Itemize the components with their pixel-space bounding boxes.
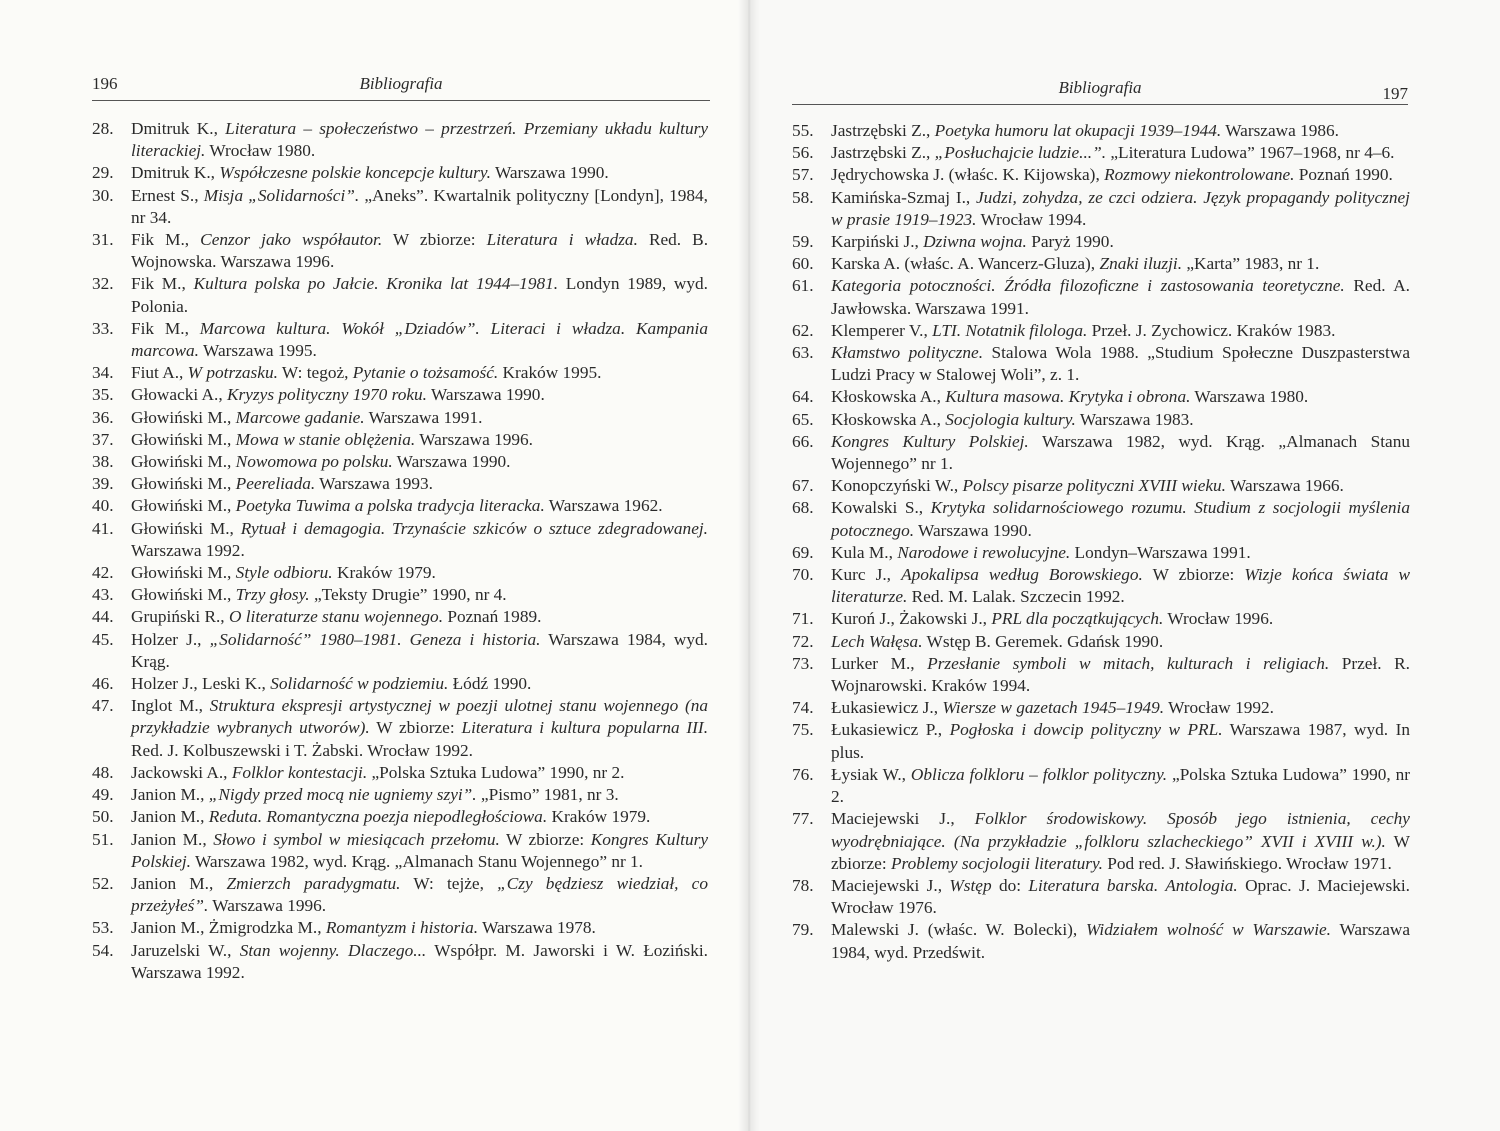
bibliography-entry xyxy=(92,407,708,429)
bibliography-entry xyxy=(792,320,1410,342)
entry-text: Konopczyński W., Polscy pisarze polityczni XVIII wieku. Warszawa 1966. xyxy=(831,476,1344,496)
bibliography-entry xyxy=(792,919,1410,963)
entry-text: Głowiński M., Peereliada. Warszawa 1993. xyxy=(131,474,433,494)
entry-number: 78. xyxy=(792,875,814,895)
entry-number: 64. xyxy=(792,387,814,407)
bibliography-entry xyxy=(92,584,708,606)
bibliography-entry xyxy=(792,608,1410,630)
entry-text: Kłamstwo polityczne. Stalowa Wola 1988. „Studium Społeczne Duszpasterstwa Ludzi Pracy w Stalowej Woli”, z. 1. xyxy=(831,343,1410,385)
entry-number: 39. xyxy=(92,474,114,494)
entry-text: Janion M., Słowo i symbol w miesiącach przełomu. W zbiorze: Kongres Kultury Polskiej. Warszawa 1982, wyd. Krąg. „Almanach Stanu Wojennego” nr 1. xyxy=(131,829,709,871)
bibliography-entry xyxy=(92,495,708,517)
entry-text: Kategoria potoczności. Źródła filozoficzne i zastosowania teoretyczne. Red. A. Jawłowska. Warszawa 1991. xyxy=(831,276,1410,318)
entry-number: 34. xyxy=(92,363,114,383)
bibliography-entry xyxy=(792,475,1410,497)
bibliography-entry xyxy=(92,384,708,406)
entry-text: Fiut A., W potrzasku. W: tegoż, Pytanie o tożsamość. Kraków 1995. xyxy=(131,363,602,383)
bibliography-entry xyxy=(92,518,708,562)
entry-text: Fik M., Marcowa kultura. Wokół „Dziadów”. Literaci i władza. Kampania marcowa. Warszawa 1995. xyxy=(131,318,709,361)
entry-text: Holzer J., „Solidarność” 1980–1981. Geneza i historia. Warszawa 1984, wyd. Krąg. xyxy=(131,629,708,671)
entry-number: 40. xyxy=(92,496,114,516)
bibliography-entry xyxy=(92,606,708,628)
bibliography-entry xyxy=(92,784,708,806)
entry-number: 57. xyxy=(792,165,814,185)
bibliography-entry xyxy=(92,562,708,584)
bibliography-entry xyxy=(792,542,1410,564)
entry-text: Łukasiewicz J., Wiersze w gazetach 1945–1949. Wrocław 1992. xyxy=(831,698,1274,718)
entry-number: 36. xyxy=(92,407,114,427)
bibliography-entry xyxy=(92,162,708,184)
bibliography-entry xyxy=(792,342,1410,386)
entry-text: Głowiński M., Style odbioru. Kraków 1979. xyxy=(131,563,436,583)
entry-text: Głowiński M., Marcowe gadanie. Warszawa 1991. xyxy=(131,407,483,427)
right-page xyxy=(748,0,1500,1131)
entry-number: 32. xyxy=(92,274,114,294)
bibliography-entry xyxy=(92,673,708,695)
page-number: 196 xyxy=(92,74,118,93)
entry-text: Jackowski A., Folklor kontestacji. „Polska Sztuka Ludowa” 1990, nr 2. xyxy=(131,762,625,782)
entry-text: Fik M., Cenzor jako współautor. W zbiorze: Literatura i władza. Red. B. Wojnowska. Warszawa 1996. xyxy=(131,230,709,272)
entry-text: Głowiński M., Rytuał i demagogia. Trzynaście szkiców o sztuce zdegradowanej. Warszawa 1992. xyxy=(131,518,708,560)
bibliography-entry xyxy=(92,473,708,495)
bibliography-entry xyxy=(792,231,1410,253)
entry-number: 60. xyxy=(792,254,814,274)
entry-number: 30. xyxy=(92,185,114,205)
entry-text: Janion M., Zmierzch paradygmatu. W: tejże, „Czy będziesz wiedział, co przeżyłeś”. Warszawa 1996. xyxy=(131,873,708,916)
entry-text: Jastrzębski Z., Poetyka humoru lat okupacji 1939–1944. Warszawa 1986. xyxy=(831,121,1339,140)
bibliography-entry xyxy=(92,806,708,828)
bibliography-list xyxy=(92,118,708,984)
entry-number: 72. xyxy=(792,631,814,651)
entry-number: 48. xyxy=(92,762,114,782)
entry-number: 50. xyxy=(92,807,114,827)
bibliography-entry xyxy=(92,695,708,762)
entry-text: Kamińska-Szmaj I., Judzi, zohydza, ze czci odziera. Język propagandy politycznej w prasie 1919–1923. Wrocław 1994. xyxy=(831,187,1410,229)
entry-number: 58. xyxy=(792,187,814,207)
entry-text: Kowalski S., Krytyka solidarnościowego rozumu. Studium z socjologii myślenia potocznego. Warszawa 1990. xyxy=(831,498,1410,540)
running-title: Bibliografia xyxy=(359,74,443,93)
running-title: Bibliografia xyxy=(1058,78,1142,97)
entry-text: Lech Wałęsa. Wstęp B. Geremek. Gdańsk 1990. xyxy=(831,631,1164,651)
entry-number: 42. xyxy=(92,563,114,583)
entry-number: 65. xyxy=(792,409,814,429)
bibliography-entry xyxy=(92,829,708,873)
entry-number: 44. xyxy=(92,607,114,627)
entry-text: Łukasiewicz P., Pogłoska i dowcip polityczny w PRL. Warszawa 1987, wyd. In plus. xyxy=(831,720,1410,762)
bibliography-entry xyxy=(92,318,708,362)
bibliography-entry xyxy=(92,940,708,984)
bibliography-entry xyxy=(792,875,1410,919)
bibliography-entry xyxy=(92,629,708,673)
right-page-header xyxy=(792,74,1408,105)
entry-number: 41. xyxy=(92,518,114,538)
entry-number: 73. xyxy=(792,653,814,673)
bibliography-entry xyxy=(792,386,1410,408)
entry-text: Janion M., Żmigrodzka M., Romantyzm i historia. Warszawa 1978. xyxy=(131,918,596,938)
page-number: 197 xyxy=(1382,84,1408,103)
entry-number: 74. xyxy=(792,698,814,718)
bibliography-entry xyxy=(92,118,708,162)
entry-text: Karpiński J., Dziwna wojna. Paryż 1990. xyxy=(831,232,1114,252)
bibliography-entry xyxy=(92,917,708,939)
bibliography-entry xyxy=(792,187,1410,231)
entry-text: Kurc J., Apokalipsa według Borowskiego. W zbiorze: Wizje końca świata w literaturze. Red. M. Lalak. Szczecin 1992. xyxy=(831,565,1411,607)
entry-number: 38. xyxy=(92,452,114,472)
entry-number: 52. xyxy=(92,873,114,893)
entry-number: 55. xyxy=(792,121,814,140)
book-gutter-shadow xyxy=(738,0,760,1131)
bibliography-entry xyxy=(92,429,708,451)
entry-text: Maciejewski J., Folklor środowiskowy. Sposób jego istnienia, cechy wyodrębniające. (Na przykładzie „folkloru szlacheckiego” XVII i XVIII w.). W zbiorze: Problemy socjologii literatury. Pod red. J. Sławińskiego. Wrocław 1971. xyxy=(831,809,1410,873)
entry-text: Kłoskowska A., Kultura masowa. Krytyka i obrona. Warszawa 1980. xyxy=(831,387,1309,407)
bibliography-entry xyxy=(792,164,1410,186)
left-page-header xyxy=(92,70,710,101)
bibliography-entry xyxy=(92,273,708,317)
entry-number: 31. xyxy=(92,230,114,250)
entry-number: 66. xyxy=(792,431,814,451)
entry-text: Kłoskowska A., Socjologia kultury. Warszawa 1983. xyxy=(831,409,1194,429)
bibliography-entry xyxy=(92,451,708,473)
entry-text: Łysiak W., Oblicza folkloru – folklor polityczny. „Polska Sztuka Ludowa” 1990, nr 2. xyxy=(831,764,1410,807)
entry-number: 37. xyxy=(92,429,114,449)
entry-number: 56. xyxy=(792,143,814,163)
entry-number: 46. xyxy=(92,674,114,694)
entry-number: 71. xyxy=(792,609,814,629)
entry-text: Kula M., Narodowe i rewolucyjne. Londyn–Warszawa 1991. xyxy=(831,542,1251,562)
entry-number: 51. xyxy=(92,829,114,849)
entry-text: Jędrychowska J. (właśc. K. Kijowska), Rozmowy niekontrolowane. Poznań 1990. xyxy=(831,165,1393,185)
bibliography-entry xyxy=(792,253,1410,275)
entry-number: 35. xyxy=(92,385,114,405)
entry-text: Janion M., „Nigdy przed mocą nie ugniemy szyi”. „Pismo” 1981, nr 3. xyxy=(131,785,619,805)
bibliography-entry xyxy=(92,362,708,384)
entry-number: 43. xyxy=(92,585,114,605)
entry-text: Lurker M., Przesłanie symboli w mitach, kulturach i religiach. Przeł. R. Wojnarowski. Kraków 1994. xyxy=(831,653,1410,696)
entry-number: 67. xyxy=(792,476,814,496)
entry-number: 33. xyxy=(92,318,114,338)
entry-number: 70. xyxy=(792,565,814,585)
entry-text: Dmitruk K., Współczesne polskie koncepcje kultury. Warszawa 1990. xyxy=(131,163,609,183)
entry-text: Janion M., Reduta. Romantyczna poezja niepodległościowa. Kraków 1979. xyxy=(131,807,651,827)
bibliography-list xyxy=(792,120,1410,964)
bibliography-entry xyxy=(792,142,1410,164)
bibliography-entry xyxy=(792,497,1410,541)
entry-number: 68. xyxy=(792,498,814,518)
bibliography-entry xyxy=(92,229,708,273)
entry-text: Jastrzębski Z., „Posłuchajcie ludzie...”. „Literatura Ludowa” 1967–1968, nr 4–6. xyxy=(831,143,1395,163)
entry-number: 79. xyxy=(792,920,814,940)
entry-text: Holzer J., Leski K., Solidarność w podziemiu. Łódź 1990. xyxy=(131,674,532,694)
entry-text: Klemperer V., LTI. Notatnik filologa. Przeł. J. Zychowicz. Kraków 1983. xyxy=(831,320,1336,340)
entry-number: 49. xyxy=(92,785,114,805)
entry-text: Kongres Kultury Polskiej. Warszawa 1982, wyd. Krąg. „Almanach Stanu Wojennego” nr 1. xyxy=(831,431,1410,474)
left-page xyxy=(0,0,748,1131)
entry-number: 45. xyxy=(92,629,114,649)
entry-text: Głowiński M., Poetyka Tuwima a polska tradycja literacka. Warszawa 1962. xyxy=(131,496,663,516)
bibliography-entry xyxy=(792,275,1410,319)
bibliography-entry xyxy=(792,697,1410,719)
entry-text: Inglot M., Struktura ekspresji artystycznej w poezji ulotnej stanu wojennego (na przykładzie wybranych utworów). W zbiorze: Literatura i kultura popularna III. Red. J. Kolbuszewski i T. Żabski. Wrocław 1992. xyxy=(131,696,709,760)
bibliography-entry xyxy=(792,564,1410,608)
bibliography-entry xyxy=(792,631,1410,653)
bibliography-entry xyxy=(792,409,1410,431)
bibliography-entry xyxy=(792,120,1410,142)
bibliography-entry xyxy=(792,431,1410,475)
entry-text: Ernest S., Misja „Solidarności”. „Aneks”. Kwartalnik polityczny [Londyn], 1984, nr 34. xyxy=(131,185,708,227)
bibliography-entry xyxy=(92,185,708,229)
entry-text: Malewski J. (właśc. W. Bolecki), Widziałem wolność w Warszawie. Warszawa 1984, wyd. Przedświt. xyxy=(831,920,1411,962)
entry-text: Maciejewski J., Wstęp do: Literatura barska. Antologia. Oprac. J. Maciejewski. Wrocław 1976. xyxy=(831,875,1410,918)
entry-text: Fik M., Kultura polska po Jałcie. Kronika lat 1944–1981. Londyn 1989, wyd. Polonia. xyxy=(131,274,708,316)
entry-number: 77. xyxy=(792,809,814,829)
bibliography-entry xyxy=(792,808,1410,875)
entry-number: 76. xyxy=(792,764,814,784)
bibliography-entry xyxy=(92,762,708,784)
entry-number: 29. xyxy=(92,163,114,183)
entry-number: 47. xyxy=(92,696,114,716)
entry-number: 28. xyxy=(92,119,114,138)
entry-number: 53. xyxy=(92,918,114,938)
bibliography-entry xyxy=(792,653,1410,697)
entry-number: 54. xyxy=(92,940,114,960)
entry-number: 59. xyxy=(792,232,814,252)
entry-number: 69. xyxy=(792,542,814,562)
entry-text: Głowacki A., Kryzys polityczny 1970 roku. Warszawa 1990. xyxy=(131,385,545,405)
entry-number: 75. xyxy=(792,720,814,740)
entry-text: Grupiński R., O literaturze stanu wojennego. Poznań 1989. xyxy=(131,607,542,627)
entry-text: Karska A. (właśc. A. Wancerz-Gluza), Znaki iluzji. „Karta” 1983, nr 1. xyxy=(831,254,1320,274)
entry-text: Głowiński M., Nowomowa po polsku. Warszawa 1990. xyxy=(131,452,511,472)
bibliography-entry xyxy=(792,764,1410,808)
entry-text: Jaruzelski W., Stan wojenny. Dlaczego... Współpr. M. Jaworski i W. Łoziński. Warszawa 1992. xyxy=(131,940,708,982)
bibliography-entry xyxy=(792,719,1410,763)
entry-text: Głowiński M., Trzy głosy. „Teksty Drugie” 1990, nr 4. xyxy=(131,585,507,605)
entry-number: 63. xyxy=(792,343,814,363)
bibliography-entry xyxy=(92,873,708,917)
entry-number: 61. xyxy=(792,276,814,296)
entry-text: Głowiński M., Mowa w stanie oblężenia. Warszawa 1996. xyxy=(131,429,533,449)
entry-text: Kuroń J., Żakowski J., PRL dla początkujących. Wrocław 1996. xyxy=(831,609,1274,629)
entry-text: Dmitruk K., Literatura – społeczeństwo – przestrzeń. Przemiany układu kultury literackiej. Wrocław 1980. xyxy=(131,119,708,161)
entry-number: 62. xyxy=(792,320,814,340)
